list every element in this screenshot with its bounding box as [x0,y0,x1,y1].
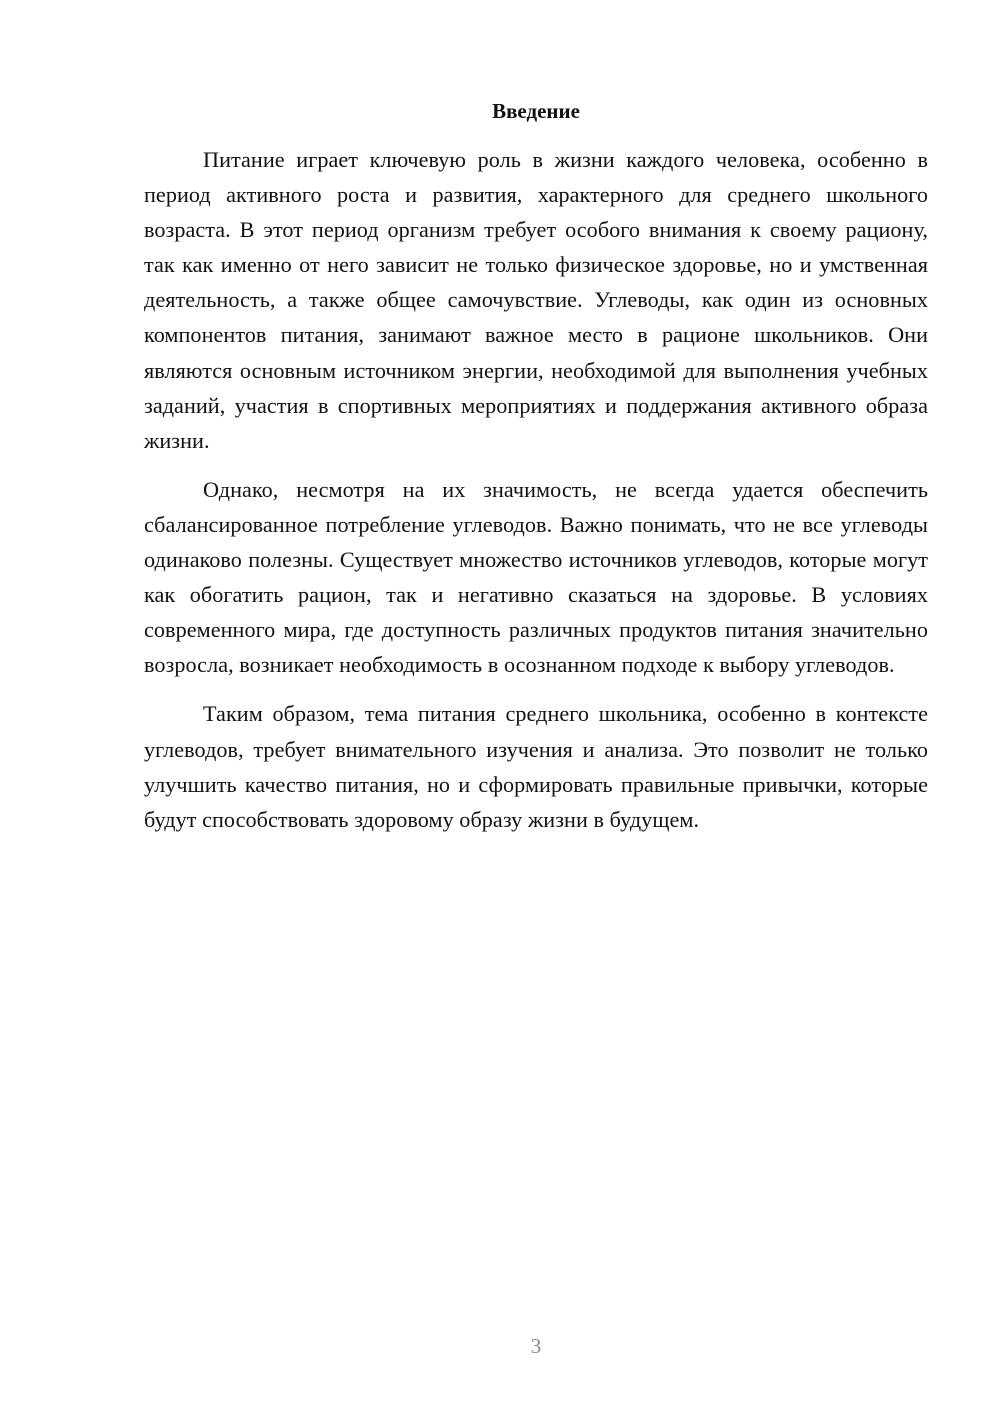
paragraph-2: Однако, несмотря на их значимость, не всегда удается обеспечить сбалансированное потребление углеводов. Важно понимать, что не все углеводы одинаково полезны. Существует множество источников углеводов, которые могут как обогатить рацион, так и негативно сказаться на здоровье. В условиях современного мира, где доступность различных продуктов питания значительно возросла, возникает необходимость в осознанном подходе к выбору углеводов. [144,476,928,678]
paragraph-3: Таким образом, тема питания среднего школьника, особенно в контексте углеводов, требует внимательного изучения и анализа. Это позволит не только улучшить качество питания, но и сформировать правильные привычки, которые будут способствовать здоровому образу жизни в будущем. [144,701,928,832]
paragraph-1: Питание играет ключевую роль в жизни каждого человека, особенно в период активного роста и развития, характерного для среднего школьного возраста. В этот период организм требует особого внимания к своему рациону, так как именно от него зависит не только физическое здоровье, но и умственная деятельность, а также общее самочувствие. Углеводы, как один из основных компонентов питания, занимают важное место в рационе школьников. Они являются основным источником энергии, необходимой для выполнения учебных заданий, участия в спортивных мероприятиях и поддержания активного образа жизни. [144,147,928,453]
body-text [144,142,928,851]
page-number: 3 [530,1334,542,1358]
section-title: Введение [492,99,580,123]
